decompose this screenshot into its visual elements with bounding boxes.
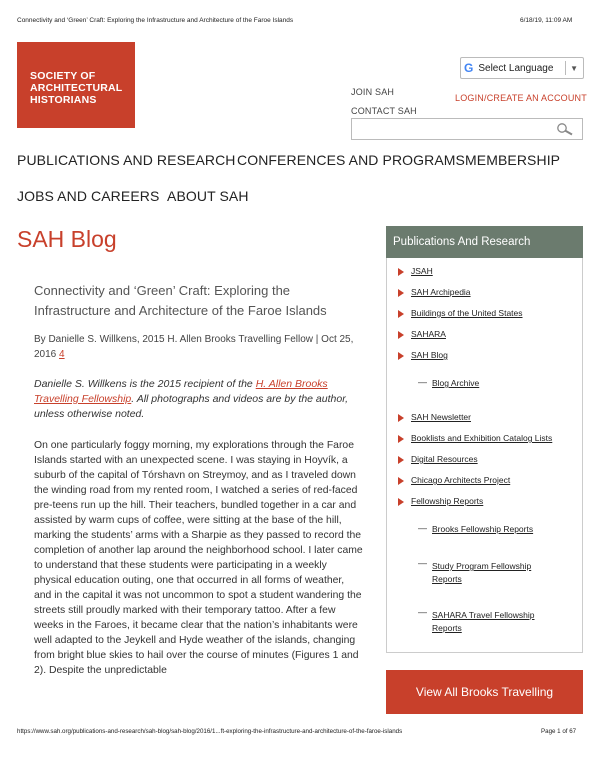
sidebar-item-fellowship-reports[interactable]: Fellowship Reports [411,496,484,506]
sidebar-item-sahara[interactable]: SAHARA [411,329,446,339]
bullet-icon [398,268,404,276]
sidebar-item-sahara-reports[interactable]: SAHARA Travel Fellowship Reports [432,610,535,633]
post-byline [34,332,354,362]
bullet-icon [398,477,404,485]
bullet-icon [398,498,404,506]
bullet-icon [398,310,404,318]
nav-publications[interactable]: PUBLICATIONS AND RESEARCH [17,152,236,168]
sidebar-item-sah-blog[interactable]: SAH Blog [411,350,448,360]
nav-about[interactable]: ABOUT SAH [167,188,249,204]
bullet-icon [398,352,404,360]
sidebar-item-archipedia[interactable]: SAH Archipedia [411,287,471,297]
sah-logo[interactable] [17,42,135,128]
bullet-icon [398,414,404,422]
sidebar-item-booklists[interactable]: Booklists and Exhibition Catalog Lists [411,433,553,443]
join-sah-link[interactable]: JOIN SAH [351,87,395,97]
nav-membership[interactable]: MEMBERSHIP [465,152,561,168]
sidebar-item-chicago-architects[interactable]: Chicago Architects Project [411,475,511,485]
sidebar-heading: Publications And Research [386,226,583,258]
logo-line: SOCIETY OF [30,70,96,82]
language-select[interactable] [460,57,584,79]
print-footer-url: https://www.sah.org/publications-and-research/sah-blog/sah-blog/2016/1...ft-exploring-the-infrastructure-and-architecture-of-the-faroe-islands [17,728,403,735]
search-input[interactable] [351,118,583,140]
search-icon[interactable] [556,122,574,136]
intro-text-pre: Danielle S. Willkens is the 2015 recipient of the [34,378,256,390]
sidebar-item-buildings[interactable]: Buildings of the United States [411,308,523,318]
sidebar-item-brooks-reports[interactable]: Brooks Fellowship Reports [432,524,534,534]
login-link[interactable]: LOGIN/CREATE AN ACCOUNT [455,93,587,103]
bullet-icon [398,289,404,297]
language-select-divider [565,61,566,75]
byline-text: By Danielle S. Willkens, 2015 H. Allen Brooks Travelling Fellow | Oct 25, 2016 [34,334,354,360]
print-header-title: Connectivity and ‘Green’ Craft: Exploring the Infrastructure and Architecture of the Faroe Islands [17,17,294,24]
dash-icon: — [418,607,427,617]
blog-title: SAH Blog [17,226,117,252]
bullet-icon [398,435,404,443]
dash-icon: — [418,558,427,568]
contact-sah-link[interactable]: CONTACT SAH [351,106,417,116]
print-header-datetime: 6/18/19, 11:09 AM [520,17,573,24]
intro-text-post: . All photographs and videos are by the author, unless otherwise noted. [34,393,349,420]
nav-conferences[interactable]: CONFERENCES AND PROGRAMS [237,152,465,168]
bullet-icon [398,456,404,464]
print-footer-page: Page 1 of 67 [541,728,577,735]
view-brooks-button[interactable]: View All Brooks Travelling [386,670,583,714]
logo-line: ARCHITECTURAL [30,82,123,94]
google-icon: G [464,61,474,75]
chevron-down-icon: ▼ [570,63,578,73]
post-title: Connectivity and ‘Green’ Craft: Exploring the Infrastructure and Architecture of the Faroe Islands [34,283,327,318]
dash-icon: — [418,377,427,387]
post-body: On one particularly foggy morning, my explorations through the Faroe Islands started with an unexpected scene. I was staying in Hoyvík, a suburb of the capital of Tórshavn on Streymoy, and as I traveled down the winding road from my rented room, I watched a series of red-faced pre-teens run up the hill. Their teachers, bundled together in a car and assisted by warm cups of coffee, were sitting at the base of the hill, marking the students’ arms with a Sharpie as they passed to record the completion of another lap around the neighborhood school. I later came to understand that these students were participating in a weekly physical education outing, one that occurred in all forms of weather, and in the capital it was not uncommon to spot a student wandering the streets still proudly marked with their temporary tattoo. After a few weeks in the Faroes, it became clear that the nation’s inhabitants were well adapted to the Jeykell and Hyde weather of the islands, changing from bright blue skies to hail over the course of minutes (Figures 1 and 2). Despite the unpredictable [34,440,363,676]
sidebar-item-blog-archive[interactable]: Blog Archive [432,378,480,388]
sidebar-item-jsah[interactable]: JSAH [411,266,433,276]
sidebar-item-newsletter[interactable]: SAH Newsletter [411,412,471,422]
post-intro [34,377,356,422]
language-select-label: Select Language [478,62,554,74]
sidebar-item-digital-resources[interactable]: Digital Resources [411,454,478,464]
bullet-icon [398,331,404,339]
sidebar-item-study-program-reports[interactable]: Study Program Fellowship Reports [432,561,532,584]
comments-count-link[interactable]: 4 [59,349,65,360]
fellowship-link[interactable]: H. Allen Brooks Travelling Fellowship [34,378,328,405]
nav-jobs[interactable]: JOBS AND CAREERS [17,188,160,204]
dash-icon: — [418,523,427,533]
logo-line: HISTORIANS [30,94,97,106]
